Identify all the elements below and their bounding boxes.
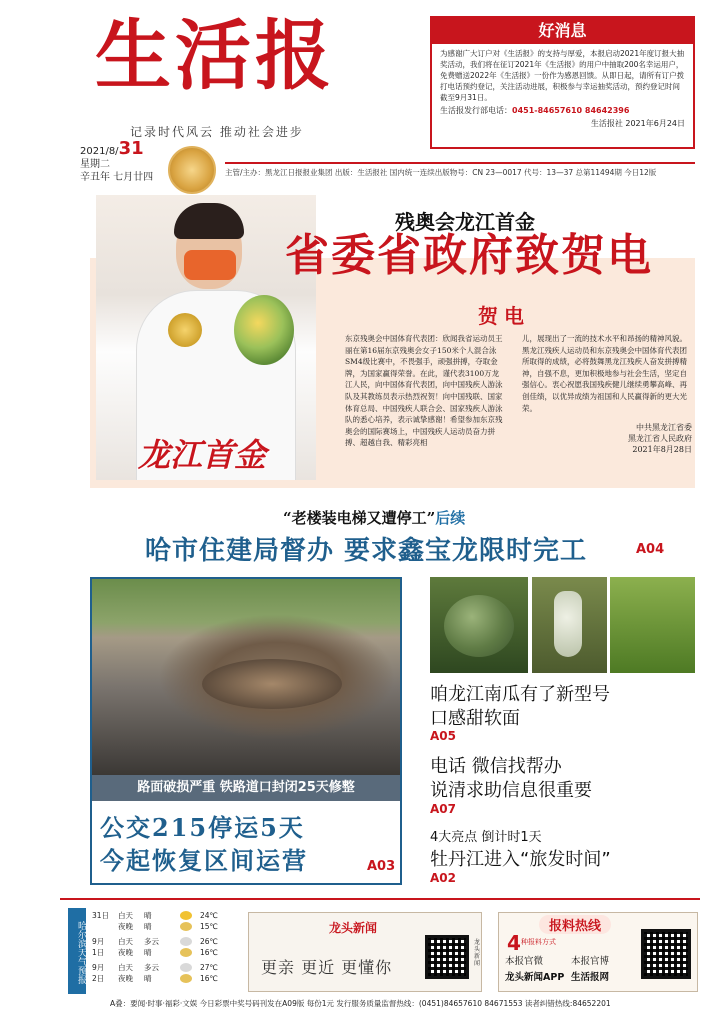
masthead-title: 生活报	[95, 11, 335, 100]
a04-page-code[interactable]: A04	[636, 542, 665, 557]
weather-temp: 15℃	[200, 922, 218, 931]
gold-medal-icon	[168, 313, 202, 347]
pumpkin-headline-2[interactable]: 口感甜软面	[430, 708, 520, 729]
cloud-sun-icon	[180, 937, 192, 946]
newspaper-emblem-icon	[168, 146, 216, 194]
pumpkin-page-code[interactable]: A05	[430, 729, 456, 743]
message-title: 贺电	[478, 304, 530, 328]
tip-hotline-box[interactable]	[498, 912, 698, 992]
message-column-2-text: 儿，展现出了一流的技术水平和昂扬的精神风貌。黑龙江残疾人运动员和东京残奥会中国体育代表团所取得的成绩，必将鼓舞黑龙江残疾人奋发拼搏精神，自强不息，更加积极地参与社会生活，坚定自强信心。衷心祝愿我国残疾健儿继续勇攀高峰、再创佳绩，以优异成绩为祖国和人民赢得新的更大光荣。	[522, 334, 687, 413]
footer-divider	[60, 898, 700, 900]
weather-temp: 27℃	[200, 963, 218, 972]
tip-app: 龙头新闻APP	[505, 972, 565, 983]
message-column-2	[522, 333, 692, 455]
weather-temp: 16℃	[200, 974, 218, 983]
moon-icon	[180, 922, 192, 931]
promo-body	[432, 44, 693, 133]
weather-period: 夜晚	[118, 922, 133, 931]
promo-hotline-numbers: 0451-84657610 84642396	[512, 106, 630, 115]
help-headline-1[interactable]: 电话 微信找帮办	[430, 756, 562, 777]
athlete-mask	[184, 250, 236, 280]
publication-info-bar: 主管/主办：黑龙江日报报业集团 出版：生活报社 国内统一连续出版物号：CN 23—0017 代号：13—37 总第11494期 今日12版	[225, 162, 695, 178]
tip-hotline-head: 报料热线	[539, 915, 611, 934]
tip-four-label: 种报料方式	[521, 938, 556, 946]
pumpkin-photo-2	[532, 577, 607, 673]
tip-official-wechat: 本报官微	[505, 956, 544, 967]
weather-row	[92, 962, 242, 973]
weather-period: 夜晚	[118, 948, 133, 957]
weather-period: 白天	[118, 937, 133, 946]
damaged-road-photo	[92, 579, 400, 775]
weather-temp: 26℃	[200, 937, 218, 946]
weather-row	[92, 910, 242, 921]
mudanjiang-page-code[interactable]: A02	[430, 871, 456, 885]
weather-side-label: 哈尔滨天气预报	[68, 908, 86, 994]
dateline	[80, 138, 154, 184]
bus-story-box[interactable]	[90, 577, 402, 885]
message-date: 2021年8月28日	[632, 445, 692, 455]
bus-photo-caption: 路面破损严重 铁路道口封闭25天修整	[92, 775, 400, 801]
qr-code-icon[interactable]	[425, 935, 469, 979]
hero-headline[interactable]: 省委省政府致贺电	[285, 230, 653, 281]
squash-icon	[554, 591, 582, 657]
promo-hotline	[440, 105, 685, 116]
weather-cond: 多云	[144, 963, 159, 972]
weather-cond: 晴	[144, 911, 152, 920]
date-prefix: 2021/8/	[80, 146, 119, 157]
weather-period: 白天	[118, 911, 133, 920]
qr-code-icon[interactable]	[641, 929, 691, 979]
bus-page-code[interactable]: A03	[367, 859, 396, 874]
hero-sticker: 龙江首金	[138, 436, 267, 474]
mudanjiang-kicker: 4大亮点 倒计时1天	[430, 830, 542, 845]
weather-row	[92, 921, 242, 932]
weather-cond: 晴	[144, 948, 152, 957]
bouquet-icon	[234, 295, 294, 365]
promo-hotline-label: 生活报发行部电话：	[440, 106, 512, 115]
a04-kicker	[283, 507, 465, 528]
tip-four-number: 4	[507, 931, 521, 955]
moon-icon	[180, 974, 192, 983]
message-column-1: 东京残奥会中国体育代表团：欣闻我省运动员王丽在第16届东京残奥会女子150米个人混合泳SM4级比赛中，不畏强手，顽强拼搏，夺取金牌，为国家赢得荣誉。在此，谨代表3100万龙江人民，向中国体育代表团，向中国残疾人游泳队及其教练员表示热烈祝贺！向中国残联、国家体育总局、中国残疾人联合会、国家残疾人游泳队的悉心培养，表示诚挚感谢！希望参加东京残奥会的国际赛场上，中国残疾人运动员奋力拼搏、超越自我、精彩亮相	[345, 334, 503, 448]
weather-row	[92, 973, 242, 984]
weather-temp: 16℃	[200, 948, 218, 957]
weather-temp: 24℃	[200, 911, 218, 920]
athlete-hair	[174, 203, 244, 239]
road-puddle	[202, 659, 342, 709]
weather-table	[92, 910, 242, 984]
promo-heading: 好消息	[432, 18, 693, 44]
weather-date: 2日	[92, 974, 105, 983]
weather-row	[92, 947, 242, 958]
a04-headline[interactable]: 哈市住建局督办 要求鑫宝龙限时完工	[145, 536, 588, 566]
weather-date: 31日	[92, 911, 110, 920]
promo-signature: 生活报社 2021年6月24日	[590, 119, 685, 128]
bottom-info-line: A叠：要闻·时事·福彩·文娱 今日彩票中奖号码刊发在A09版 每份1元 发行服务质量监督热线：(0451)84657610 84671553 读者纠错热线:84652201	[110, 999, 611, 1008]
pumpkin-photo-1	[430, 577, 528, 673]
weather-date: 9月	[92, 937, 105, 946]
message-signer-1: 中共黑龙江省委	[636, 423, 692, 433]
news-app-slogan: 更亲 更近 更懂你	[261, 958, 393, 977]
a04-kicker-cont: 后续	[435, 509, 466, 527]
date-weekday: 星期二	[80, 159, 110, 170]
moon-icon	[180, 948, 192, 957]
tip-website: 生活报网	[571, 972, 610, 983]
cloud-sun-icon	[180, 963, 192, 972]
bus-headline-1[interactable]: 公交215停运5天	[100, 813, 305, 842]
help-page-code[interactable]: A07	[430, 802, 456, 816]
weather-period: 白天	[118, 963, 133, 972]
mudanjiang-headline[interactable]: 牡丹江进入“旅发时间”	[430, 849, 611, 870]
masthead-slogan: 记录时代风云 推动社会进步	[130, 125, 304, 139]
news-app-box[interactable]	[248, 912, 482, 992]
help-headline-2[interactable]: 说清求助信息很重要	[430, 780, 592, 801]
weather-date: 1日	[92, 948, 105, 957]
bus-headline-2[interactable]: 今起恢复区间运营	[100, 846, 308, 875]
promo-text: 为感谢广大订户对《生活报》的支持与厚爱，本报启动2021年度订报大抽奖活动，我们将在征订2021年《生活报》的用户中抽取200名幸运用户，免费赠送2022年《生活报》一份作为感恩回馈。从即日起，请所有订户拨打电话预约登记，关注活动进展，积极参与幸运抽奖活动，预约登记时间截至9月31日。	[440, 49, 685, 102]
hero-kicker: 残奥会龙江首金	[395, 210, 535, 234]
news-app-head: 龙头新闻	[329, 921, 378, 935]
weather-row	[92, 936, 242, 947]
pumpkin-icon	[444, 595, 514, 657]
weather-cond: 晴	[144, 974, 152, 983]
weather-period: 夜晚	[118, 974, 133, 983]
weather-cond: 多云	[144, 937, 159, 946]
date-day: 31	[118, 138, 144, 159]
pumpkin-photo-3	[610, 577, 695, 673]
qr-code-label: 龙头新闻	[474, 939, 481, 967]
weather-date: 9月	[92, 963, 105, 972]
date-lunar: 辛丑年 七月廿四	[80, 172, 154, 183]
message-signature	[522, 422, 692, 455]
promo-box	[430, 16, 695, 149]
a04-kicker-text: “老楼装电梯又遭停工”	[283, 509, 436, 527]
tip-official-weibo: 本报官博	[571, 956, 610, 967]
pumpkin-headline-1[interactable]: 咱龙江南瓜有了新型号	[430, 684, 610, 705]
message-signer-2: 黑龙江省人民政府	[628, 434, 692, 444]
weather-cond: 晴	[144, 922, 152, 931]
sun-icon	[180, 911, 192, 920]
